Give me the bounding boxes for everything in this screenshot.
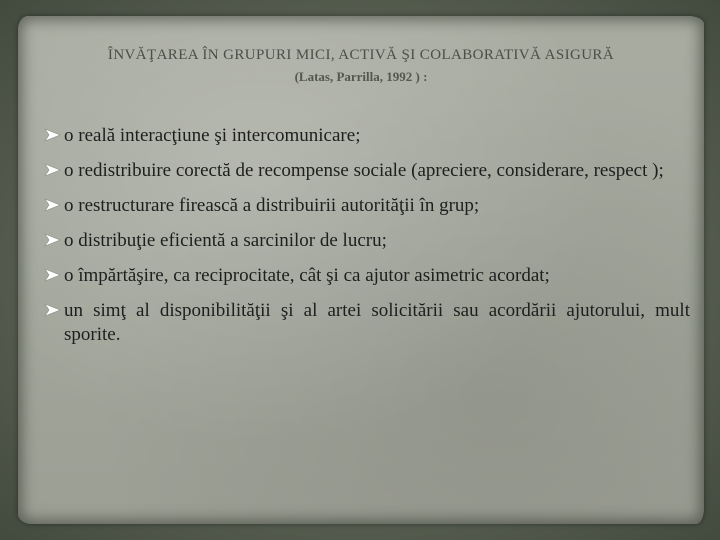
bullet-text: o restructurare firească a distribuirii autorităţii în grup; [64, 195, 480, 216]
bullet-item [44, 124, 690, 148]
arrowhead-bullet-icon [44, 230, 62, 250]
bullet-text: o împărtăşire, ca reciprocitate, cât şi ca ajutor asimetric acordat; [64, 265, 550, 286]
bullet-item [44, 229, 690, 253]
title-main: ÎNVĂŢAREA ÎN GRUPURI MICI, ACTIVĂ ŞI COLABORATIVĂ ASIGURĂ [107, 47, 615, 63]
arrowhead-bullet-icon [44, 300, 62, 320]
slide-paper [18, 16, 704, 524]
bullet-text: o redistribuire corectă de recompense sociale (apreciere, considerare, respect ); [64, 160, 664, 181]
arrowhead-bullet-icon [44, 160, 62, 180]
bullet-item [44, 159, 690, 183]
bullet-text: o distribuţie eficientă a sarcinilor de lucru; [64, 230, 387, 251]
bullet-text: un simţ al disponibilităţii şi al artei solicitării sau acordării ajutorului, mult sporite. [64, 300, 690, 345]
slide-title [18, 44, 704, 88]
bullet-item [44, 194, 690, 218]
bullet-list [44, 124, 690, 358]
bullet-text: o reală interacţiune şi intercomunicare; [64, 125, 361, 146]
arrowhead-bullet-icon [44, 125, 62, 145]
arrowhead-bullet-icon [44, 265, 62, 285]
bullet-item [44, 299, 690, 347]
bullet-item [44, 264, 690, 288]
title-citation: (Latas, Parrilla, 1992 ) : [294, 69, 428, 84]
arrowhead-bullet-icon [44, 195, 62, 215]
